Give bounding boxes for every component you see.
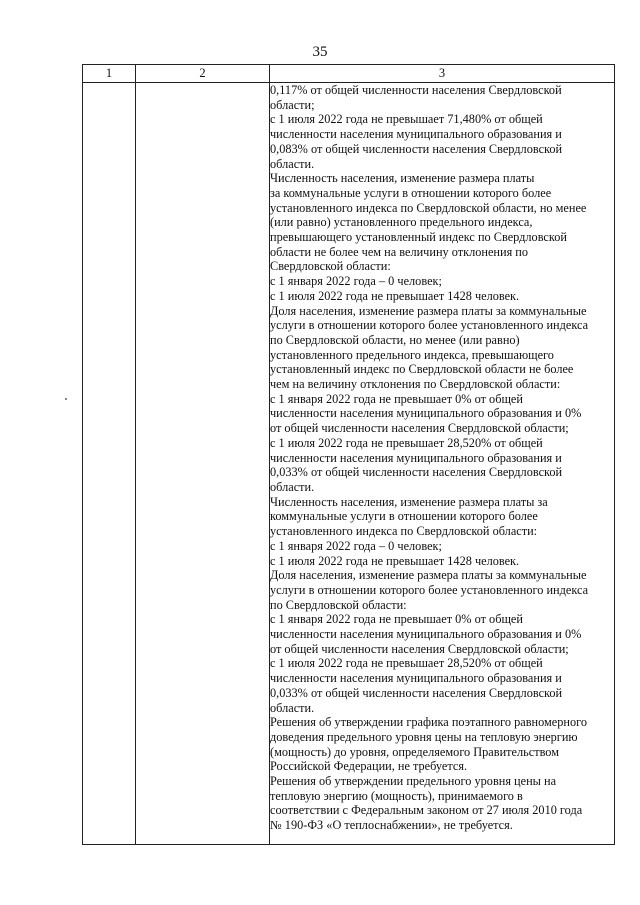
text-line: превышающего установленный индекс по Свердловской (270, 230, 567, 245)
text-line: за коммунальные услуги в отношении которого более (270, 185, 552, 200)
text-line: чем на величину отклонения по Свердловской области: (270, 377, 561, 392)
table-header-row (83, 65, 614, 83)
text-line: с 1 января 2022 года – 0 человек; (270, 274, 442, 289)
text-line: 0,033% от общей численности населения Свердловской (270, 465, 563, 480)
text-line: установленного индекса по Свердловской области, но менее (270, 200, 587, 215)
column-3-header: 3 (438, 66, 446, 80)
text-line: установленного предельного индекса, превышающего (270, 347, 554, 362)
text-line: услуги в отношении которого более установленного индекса (270, 582, 589, 597)
text-line: области. (270, 700, 315, 715)
text-line: от общей численности населения Свердловской области; (270, 421, 569, 436)
text-line: области не более чем на величину отклонения по (270, 244, 529, 259)
text-line: 0,033% от общей численности населения Свердловской (270, 685, 563, 700)
text-line: по Свердловской области, но менее (или равно) (270, 332, 520, 347)
text-line: численности населения муниципального образования и 0% (270, 627, 582, 642)
text-line: численности населения муниципального образования и 0% (270, 406, 582, 421)
text-line: доведения предельного уровня цены на тепловую энергию (270, 729, 578, 744)
text-line: с 1 января 2022 года не превышает 0% от общей (270, 612, 523, 627)
text-line: Численность населения, изменение размера платы за (270, 494, 548, 509)
text-line: с 1 июля 2022 года не превышает 71,480% от общей (270, 112, 543, 127)
text-line: установленного индекса по Свердловской области: (270, 524, 538, 539)
text-line: услуги в отношении которого более установленного индекса (270, 318, 589, 333)
text-line: (или равно) установленного предельного индекса, (270, 215, 533, 230)
text-line: № 190-ФЗ «О теплоснабжении», не требуется. (270, 818, 513, 833)
text-line: численности населения муниципального образования и (270, 127, 562, 142)
document-table (82, 64, 615, 845)
text-line: Свердловской области: (270, 259, 391, 274)
text-line: численности населения муниципального образования и (270, 450, 562, 465)
scan-speck (65, 398, 67, 400)
text-line: с 1 января 2022 года – 0 человек; (270, 538, 442, 553)
column-divider (135, 65, 136, 844)
text-line: области; (270, 97, 315, 112)
text-line: области. (270, 479, 315, 494)
text-line: (мощность) до уровня, определяемого Правительством (270, 744, 559, 759)
text-line: численности населения муниципального образования и (270, 671, 562, 686)
column-3-text (270, 83, 608, 833)
text-line: Решения об утверждении графика поэтапного равномерного (270, 715, 587, 730)
text-line: от общей численности населения Свердловской области; (270, 641, 569, 656)
text-line: коммунальные услуги в отношении которого более (270, 509, 538, 524)
column-1-header: 1 (105, 66, 113, 80)
text-line: с 1 июля 2022 года не превышает 28,520% от общей (270, 435, 543, 450)
text-line: Доля населения, изменение размера платы за коммунальные (270, 568, 587, 583)
text-line: с 1 июля 2022 года не превышает 1428 человек. (270, 553, 520, 568)
text-line: Численность населения, изменение размера платы (270, 171, 535, 186)
text-line: Решения об утверждении предельного уровня цены на (270, 774, 557, 789)
text-line: 0,083% от общей численности населения Свердловской (270, 141, 563, 156)
text-line: с 1 июля 2022 года не превышает 1428 человек. (270, 288, 520, 303)
page-number: 35 (312, 44, 328, 60)
text-line: области. (270, 156, 315, 171)
text-line: с 1 июля 2022 года не превышает 28,520% от общей (270, 656, 543, 671)
text-line: Доля населения, изменение размера платы за коммунальные (270, 303, 587, 318)
text-line: Российской Федерации, не требуется. (270, 759, 468, 774)
text-line: установленный индекс по Свердловской области не более (270, 362, 574, 377)
column-2-header: 2 (199, 66, 206, 80)
text-line: по Свердловской области: (270, 597, 407, 612)
text-line: соответствии с Федеральным законом от 27 июля 2010 года (270, 803, 583, 818)
text-line: 0,117% от общей численности населения Свердловской (270, 83, 562, 97)
text-line: тепловую энергию (мощность), принимаемого в (270, 788, 523, 803)
text-line: с 1 января 2022 года не превышает 0% от общей (270, 391, 523, 406)
